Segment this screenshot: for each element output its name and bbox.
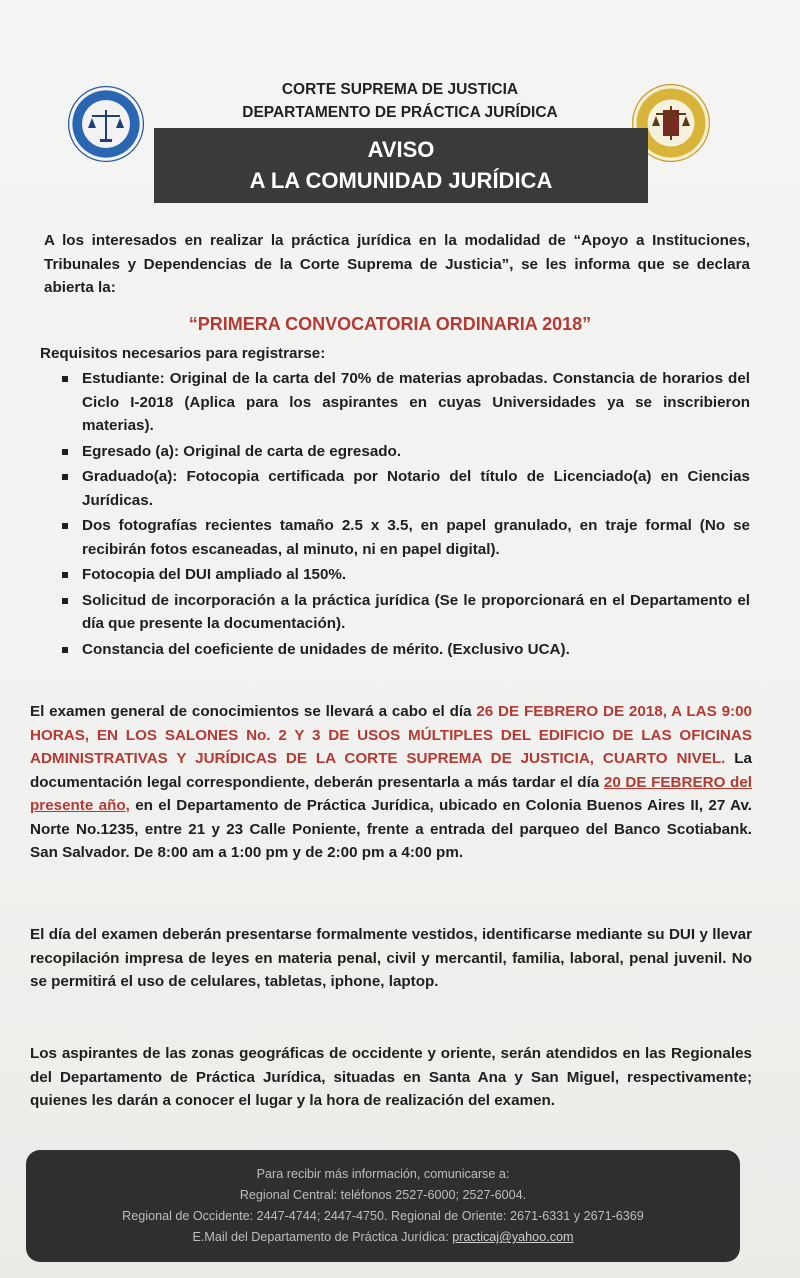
list-item xyxy=(62,367,750,438)
list-item-text: Dos fotografías recientes tamaño 2.5 x 3.5, en papel granulado, en traje formal (No se recibirán fotos escaneadas, al minuto, ni en papel digital). xyxy=(82,517,750,558)
header-department-name: DEPARTAMENTO DE PRÁCTICA JURÍDICA xyxy=(242,104,558,121)
exam-paragraph xyxy=(30,700,752,865)
dress-code-paragraph: El día del examen deberán presentarse formalmente vestidos, identificarse mediante su DUI y llevar recopilación impresa de leyes en materia penal, civil y mercantil, familia, laboral, penal juvenil. No se permitirá el uso de celulares, tabletas, iphone, laptop. xyxy=(30,926,752,990)
header-court-name: CORTE SUPREMA DE JUSTICIA xyxy=(281,81,519,98)
footer-regional-phones: Regional de Occidente: 2447-4744; 2447-4750. Regional de Oriente: 2671-6331 y 2671-6369 xyxy=(122,1209,644,1223)
exam-deadline: 20 DE FEBRERO del presente año, xyxy=(30,773,752,814)
exam-date-location: 26 DE FEBRERO DE 2018, A LAS 9:00 HORAS, EN LOS SALONES No. 2 Y 3 DE USOS MÚLTIPLES DEL EDIFICIO DE LAS OFICINAS ADMINISTRATIVAS Y JURÍDICAS DE LA CORTE SUPREMA DE JUSTICIA, CUARTO NIVEL. xyxy=(30,703,752,767)
regional-paragraph: Los aspirantes de las zonas geográficas de occidente y oriente, serán atendidos en las Regionales del Departamento de Práctica Jurídica, situadas en Santa Ana y San Miguel, respectivamente; quienes les darán a conocer el lugar y la hora de realización del examen. xyxy=(30,1045,752,1109)
list-item-text: Egresado (a): Original de carta de egresado. xyxy=(82,442,402,460)
bullet-icon xyxy=(62,474,68,480)
footer-email-line xyxy=(26,1227,740,1248)
bullet-icon xyxy=(62,598,68,604)
bullet-icon xyxy=(62,376,68,382)
aviso-subtitle: A LA COMUNIDAD JURÍDICA xyxy=(249,168,553,193)
institution-header xyxy=(0,78,800,124)
list-item xyxy=(62,440,750,464)
bullet-icon xyxy=(62,572,68,578)
email-link[interactable]: practicaj@yahoo.com xyxy=(452,1230,574,1244)
list-item xyxy=(62,638,750,662)
footer-intro: Para recibir más información, comunicarse a: xyxy=(256,1167,510,1181)
convocatoria-title: “PRIMERA CONVOCATORIA ORDINARIA 2018” xyxy=(188,314,592,334)
bullet-icon xyxy=(62,449,68,455)
list-item-text: Graduado(a): Fotocopia certificada por Notario del título de Licenciado(a) en Ciencias Jurídicas. xyxy=(82,468,750,509)
list-item xyxy=(62,514,750,561)
list-item-text: Constancia del coeficiente de unidades de mérito. (Exclusivo UCA). xyxy=(82,640,570,658)
list-item-text: Solicitud de incorporación a la práctica jurídica (Se le proporcionará en el Departamento el día que presente la documentación). xyxy=(82,591,750,632)
list-item xyxy=(62,465,750,512)
footer-email-label: E.Mail del Departamento de Práctica Jurídica: xyxy=(192,1230,453,1244)
bullet-icon xyxy=(62,647,68,653)
intro-paragraph: A los interesados en realizar la práctica jurídica en la modalidad de “Apoyo a Instituciones, Tribunales y Dependencias de la Corte Suprema de Justicia”, se les informa que se declara abierta la: xyxy=(44,232,750,296)
list-item-text: Fotocopia del DUI ampliado al 150%. xyxy=(82,566,347,583)
exam-intro-text: El examen general de conocimientos se llevará a cabo el día xyxy=(30,703,477,720)
aviso-title: AVISO xyxy=(367,137,435,162)
list-item xyxy=(62,589,750,636)
footer-central-phones: Regional Central: teléfonos 2527-6000; 2527-6004. xyxy=(239,1188,527,1202)
requirements-list xyxy=(62,367,750,663)
aviso-title-box xyxy=(154,128,648,203)
list-item xyxy=(62,563,750,587)
bullet-icon xyxy=(62,523,68,529)
requirements-heading: Requisitos necesarios para registrarse: xyxy=(40,345,326,362)
contact-footer xyxy=(26,1150,740,1262)
exam-documentation-text: La documentación legal correspondiente, deberán presentarla a más tardar el día xyxy=(30,750,752,791)
list-item-text: Estudiante: Original de la carta del 70% de materias aprobadas. Constancia de horarios del Ciclo I-2018 (Aplica para los aspirantes en cuyas Universidades ya se inscribieron materias). xyxy=(82,370,750,434)
exam-address-text: en el Departamento de Práctica Jurídica, ubicado en Colonia Buenos Aires II, 27 Av. Norte No.1235, entre 21 y 23 Calle Poniente, frente a entrada del parqueo del Banco Scotiabank. San Salvador. De 8:00 am a 1:00 pm y de 2:00 pm a 4:00 pm. xyxy=(30,797,752,861)
